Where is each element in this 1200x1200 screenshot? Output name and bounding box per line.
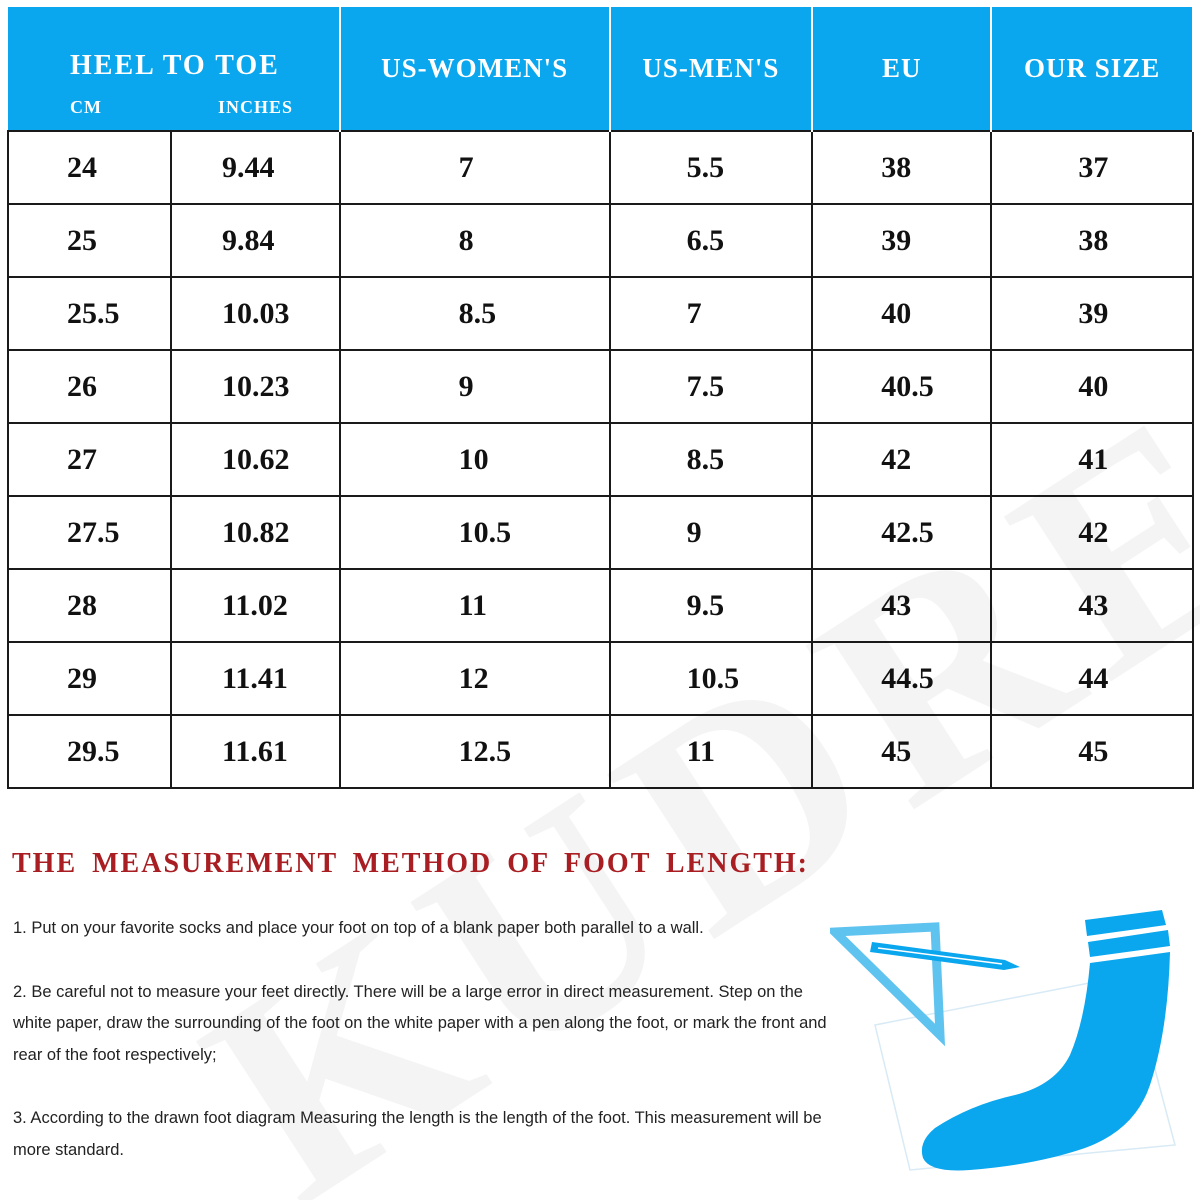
table-row xyxy=(8,350,1193,423)
cell-cm: 27.5 xyxy=(8,496,171,569)
cell-us-women: 10.5 xyxy=(340,496,610,569)
cell-cm: 29 xyxy=(8,642,171,715)
measurement-step-3: 3. According to the drawn foot diagram Measuring the length is the length of the foot. This measurement will be more standard. xyxy=(13,1109,822,1159)
cell-us-men: 7 xyxy=(610,277,813,350)
cell-cm: 29.5 xyxy=(8,715,171,788)
size-table xyxy=(7,7,1194,789)
cell-inches: 9.84 xyxy=(171,204,340,277)
header-our-size: OUR SIZE xyxy=(991,7,1193,131)
measurement-steps xyxy=(13,913,843,1198)
cell-us-men: 6.5 xyxy=(610,204,813,277)
header-us-men: US-MEN'S xyxy=(610,7,813,131)
cell-us-men: 8.5 xyxy=(610,423,813,496)
cell-inches: 10.23 xyxy=(171,350,340,423)
table-row xyxy=(8,131,1193,204)
cell-inches: 11.41 xyxy=(171,642,340,715)
header-heel-to-toe-label: HEEL TO TOE xyxy=(70,50,280,81)
cell-our-size: 45 xyxy=(991,715,1193,788)
table-row xyxy=(8,423,1193,496)
header-eu: EU xyxy=(812,7,991,131)
header-us-women: US-WOMEN'S xyxy=(340,7,610,131)
cell-eu: 45 xyxy=(812,715,991,788)
header-cm-label: CM xyxy=(70,97,102,117)
cell-eu: 43 xyxy=(812,569,991,642)
table-row xyxy=(8,642,1193,715)
cell-eu: 40.5 xyxy=(812,350,991,423)
table-row xyxy=(8,715,1193,788)
header-heel-to-toe xyxy=(8,7,340,131)
cell-our-size: 39 xyxy=(991,277,1193,350)
cell-our-size: 40 xyxy=(991,350,1193,423)
cell-us-women: 12.5 xyxy=(340,715,610,788)
measurement-step-2: 2. Be careful not to measure your feet directly. There will be a large error in direct measurement. Step on the white paper, draw the surrounding of the foot on the white paper with a pen along the foot, or mark the front and rear of the foot respectively; xyxy=(13,982,827,1064)
measurement-step-1: 1. Put on your favorite socks and place your foot on top of a blank paper both parallel to a wall. xyxy=(13,919,704,937)
table-body xyxy=(8,131,1193,788)
cell-us-women: 10 xyxy=(340,423,610,496)
cell-us-women: 8.5 xyxy=(340,277,610,350)
cell-us-men: 11 xyxy=(610,715,813,788)
cell-our-size: 44 xyxy=(991,642,1193,715)
measurement-illustration xyxy=(830,880,1200,1180)
cell-our-size: 38 xyxy=(991,204,1193,277)
header-inches-label: INCHES xyxy=(218,97,294,117)
cell-inches: 10.82 xyxy=(171,496,340,569)
cell-us-women: 8 xyxy=(340,204,610,277)
cell-eu: 40 xyxy=(812,277,991,350)
cell-us-men: 9 xyxy=(610,496,813,569)
table-row xyxy=(8,496,1193,569)
cell-cm: 24 xyxy=(8,131,171,204)
cell-us-women: 11 xyxy=(340,569,610,642)
cell-cm: 26 xyxy=(8,350,171,423)
table-row xyxy=(8,277,1193,350)
cell-cm: 25.5 xyxy=(8,277,171,350)
cell-eu: 38 xyxy=(812,131,991,204)
cell-eu: 39 xyxy=(812,204,991,277)
cell-inches: 10.62 xyxy=(171,423,340,496)
table-row xyxy=(8,204,1193,277)
cell-us-men: 9.5 xyxy=(610,569,813,642)
table-header-row xyxy=(8,7,1193,131)
cell-our-size: 41 xyxy=(991,423,1193,496)
cell-inches: 10.03 xyxy=(171,277,340,350)
cell-us-men: 5.5 xyxy=(610,131,813,204)
cell-inches: 11.61 xyxy=(171,715,340,788)
cell-eu: 42 xyxy=(812,423,991,496)
cell-our-size: 43 xyxy=(991,569,1193,642)
cell-inches: 9.44 xyxy=(171,131,340,204)
cell-eu: 42.5 xyxy=(812,496,991,569)
cell-our-size: 37 xyxy=(991,131,1193,204)
cell-our-size: 42 xyxy=(991,496,1193,569)
measurement-title: THE MEASUREMENT METHOD OF FOOT LENGTH: xyxy=(12,848,810,879)
cell-inches: 11.02 xyxy=(171,569,340,642)
table-row xyxy=(8,569,1193,642)
cell-cm: 25 xyxy=(8,204,171,277)
cell-us-women: 12 xyxy=(340,642,610,715)
pen-icon xyxy=(870,942,1020,970)
cell-us-women: 7 xyxy=(340,131,610,204)
cell-eu: 44.5 xyxy=(812,642,991,715)
cell-us-men: 7.5 xyxy=(610,350,813,423)
cell-us-men: 10.5 xyxy=(610,642,813,715)
cell-cm: 28 xyxy=(8,569,171,642)
cell-us-women: 9 xyxy=(340,350,610,423)
cell-cm: 27 xyxy=(8,423,171,496)
triangle-ruler-icon xyxy=(835,927,940,1035)
